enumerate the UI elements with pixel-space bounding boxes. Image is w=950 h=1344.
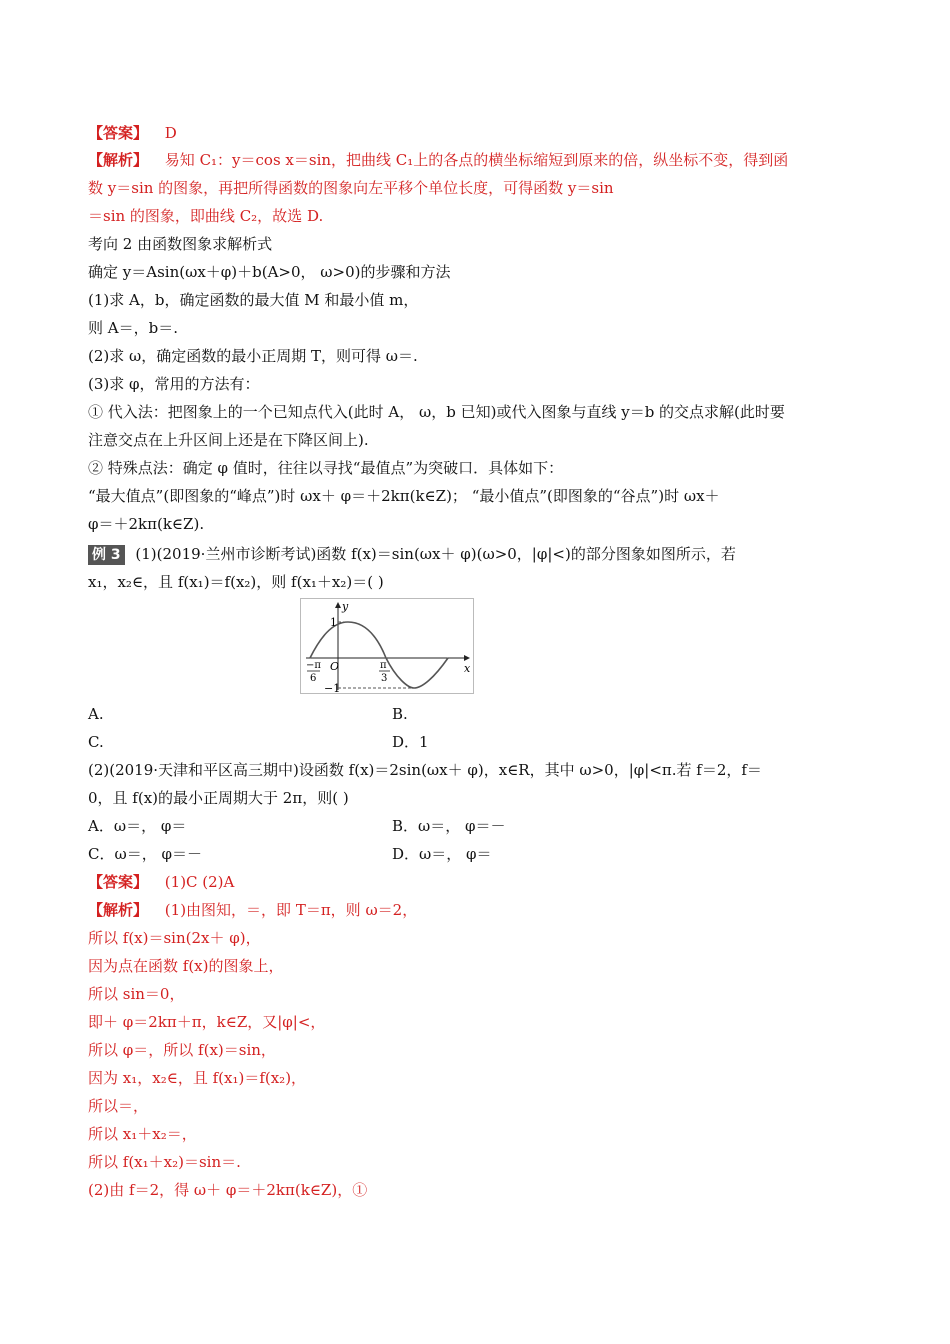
option-a: A．ω＝， φ＝ [88,817,187,835]
analysis-tag: 【解析】 [88,151,149,169]
analysis-text: 数 y＝sin 的图象，再把所得函数的图象向左平移个单位长度，可得函数 y＝sin [88,179,614,197]
option-b: B. [392,705,408,723]
x-tick-label: −π [306,660,321,671]
x-tick-label: 6 [310,673,317,684]
analysis-text: ＝sin 的图象，即曲线 C₂，故选 D. [88,207,324,225]
option-b: B．ω＝， φ＝－ [392,817,506,835]
analysis-line [88,900,417,920]
sine-curve [310,622,448,688]
step-text: (3)求 φ，常用的方法有： [88,375,260,393]
y-tick-label: 1 [330,616,337,629]
y-axis-label: y [342,600,349,613]
answer-value: D [164,124,177,142]
analysis-text: 易知 C₁：y＝cos x＝sin，把曲线 C₁上的各点的横坐标缩短到原来的倍，纵坐标不变，得到函 [164,151,789,169]
method-text: ② 特殊点法：确定 φ 值时，往往以寻找“最值点”为突破口．具体如下： [88,459,564,477]
question-text: 0，且 f(x)的最小正周期大于 2π，则( ) [88,789,349,807]
analysis-text: 所以 sin＝0， [88,985,185,1003]
example-question [88,544,736,565]
method-text: 注意交点在上升区间上还是在下降区间上). [88,431,369,449]
x-tick-label: 3 [381,673,388,684]
option-d: D．ω＝， φ＝ [392,845,492,863]
step-text: 则 A＝，b＝. [88,319,178,337]
answer-value: (1)C (2)A [164,873,235,891]
step-text: (1)求 A，b，确定函数的最大值 M 和最小值 m， [88,291,419,309]
option-c: C．ω＝， φ＝－ [88,845,202,863]
analysis-text: (2)由 f＝2，得 ω＋ φ＝＋2kπ(k∈Z)，① [88,1181,368,1199]
analysis-text: 所以＝， [88,1097,149,1115]
analysis-text: 因为点在函数 f(x)的图象上， [88,957,284,975]
analysis-text: 因为 x₁，x₂∈，且 f(x₁)＝f(x₂)， [88,1069,307,1087]
analysis-text: 所以 x₁＋x₂＝， [88,1125,197,1143]
analysis-tag: 【解析】 [88,901,149,919]
answer-tag: 【答案】 [88,873,149,891]
option-a: A. [88,705,104,723]
section-intro: 确定 y＝Asin(ωx＋φ)＋b(A>0， ω>0)的步骤和方法 [88,263,451,281]
method-text: ① 代入法：把图象上的一个已知点代入(此时 A， ω，b 已知)或代入图象与直线 y＝b 的交点求解(此时要 [88,403,785,421]
section-title: 考向 2 由函数图象求解析式 [88,235,273,253]
option-row [88,704,104,724]
option-d: D．1 [392,733,429,751]
step-text: (2)求 ω，确定函数的最小正周期 T，则可得 ω＝. [88,347,418,365]
question-text: (2)(2019·天津和平区高三期中)设函数 f(x)＝2sin(ωx＋ φ)，x∈R，其中 ω>0，|φ|<π.若 f＝2，f＝ [88,761,762,779]
method-text: φ＝＋2kπ(k∈Z). [88,515,205,533]
answer-line [88,872,234,892]
sine-graph-figure [300,598,474,694]
question-text: x₁，x₂∈，且 f(x₁)＝f(x₂)，则 f(x₁＋x₂)＝( ) [88,573,384,591]
answer-line [88,123,177,143]
x-tick-label: π [380,660,387,671]
origin-label: O [330,660,340,673]
analysis-line [88,150,788,170]
analysis-text: 所以 f(x₁＋x₂)＝sin＝. [88,1153,241,1171]
analysis-text: (1)由图知，＝，即 T＝π，则 ω＝2， [164,901,418,919]
question-text: (1)(2019·兰州市诊断考试)函数 f(x)＝sin(ωx＋ φ)(ω>0，|φ|<)的部分图象如图所示，若 [135,545,736,563]
x-axis-label: x [464,662,471,675]
answer-tag: 【答案】 [88,124,149,142]
y-tick-label: −1 [324,682,341,694]
option-c: C. [88,733,104,751]
example-badge: 例 3 [88,545,125,565]
analysis-text: 即＋ φ＝2kπ＋π，k∈Z，又|φ|<， [88,1013,326,1031]
method-text: “最大值点”(即图象的“峰点”)时 ωx＋ φ＝＋2kπ(k∈Z)； “最小值点”(即图象的“谷点”)时 ωx＋ [88,487,720,505]
analysis-text: 所以 f(x)＝sin(2x＋ φ)， [88,929,261,947]
analysis-text: 所以 φ＝，所以 f(x)＝sin， [88,1041,276,1059]
